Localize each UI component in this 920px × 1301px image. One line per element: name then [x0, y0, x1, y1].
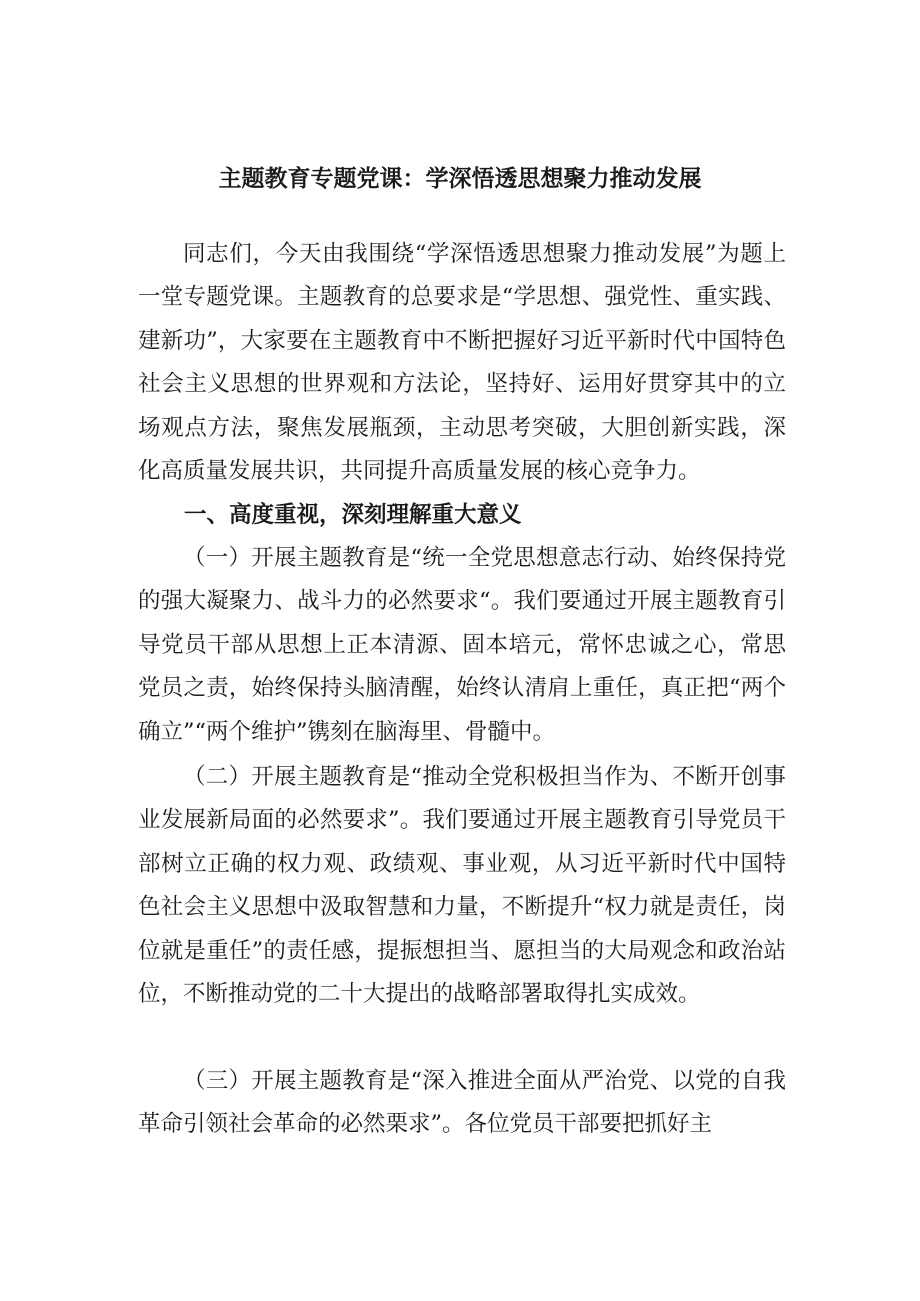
- section-heading-1: 一、高度重视，深刻理解重大意义: [184, 502, 522, 528]
- sub-block-2: [138, 756, 786, 1016]
- sub-block-1: [138, 537, 786, 754]
- document-title: 主题教育专题党课：学深悟透思想聚力推动发展: [218, 166, 702, 192]
- intro-paragraph: 同志们，今天由我围绕“学深悟透思想聚力推动发展”为题上一堂专题党课。主题教育的总要求是“学思想、强党性、重实践、建新功”，大家要在主题教育中不断把握好习近平新时代中国特色社会主义思想的世界观和方法论，坚持好、运用好贯穿其中的立场观点方法，聚焦发展瓶颈，主动思考突破，大胆创新实践，深化高质量发展共识，共同提升高质量发展的核心竞争力。: [138, 241, 786, 485]
- subsection-paragraph-2: （二）开展主题教育是“推动全党积极担当作为、不断开创事业发展新局面的必然要求”。我们要通过开展主题教育引导党员干部树立正确的权力观、政绩观、事业观，从习近平新时代中国特色社会主义思想中汲取智慧和力量，不断提升“权力就是责任，岗位就是重任”的责任感，提振想担当、愿担当的大局观念和政治站位，不断推动党的二十大提出的战略部署取得扎实成效。: [138, 764, 786, 1008]
- sub-block-3: [138, 1060, 786, 1147]
- intro-block: [138, 233, 786, 493]
- subsection-paragraph-1: （一）开展主题教育是“统一全党思想意志行动、始终保持党的强大凝聚力、战斗力的必然要求“。我们要通过开展主题教育引导党员干部从思想上正本清源、固本培元，常怀忠诚之心，常思党员之责，始终保持头脑清醒，始终认清肩上重任，真正把“两个确立”“两个维护”镌刻在脑海里、骨髓中。: [138, 545, 786, 745]
- subsection-paragraph-3: （三）开展主题教育是“深入推进全面从严治党、以党的自我革命引领社会革命的必然栗求”。各位党员干部要把抓好主: [138, 1068, 786, 1138]
